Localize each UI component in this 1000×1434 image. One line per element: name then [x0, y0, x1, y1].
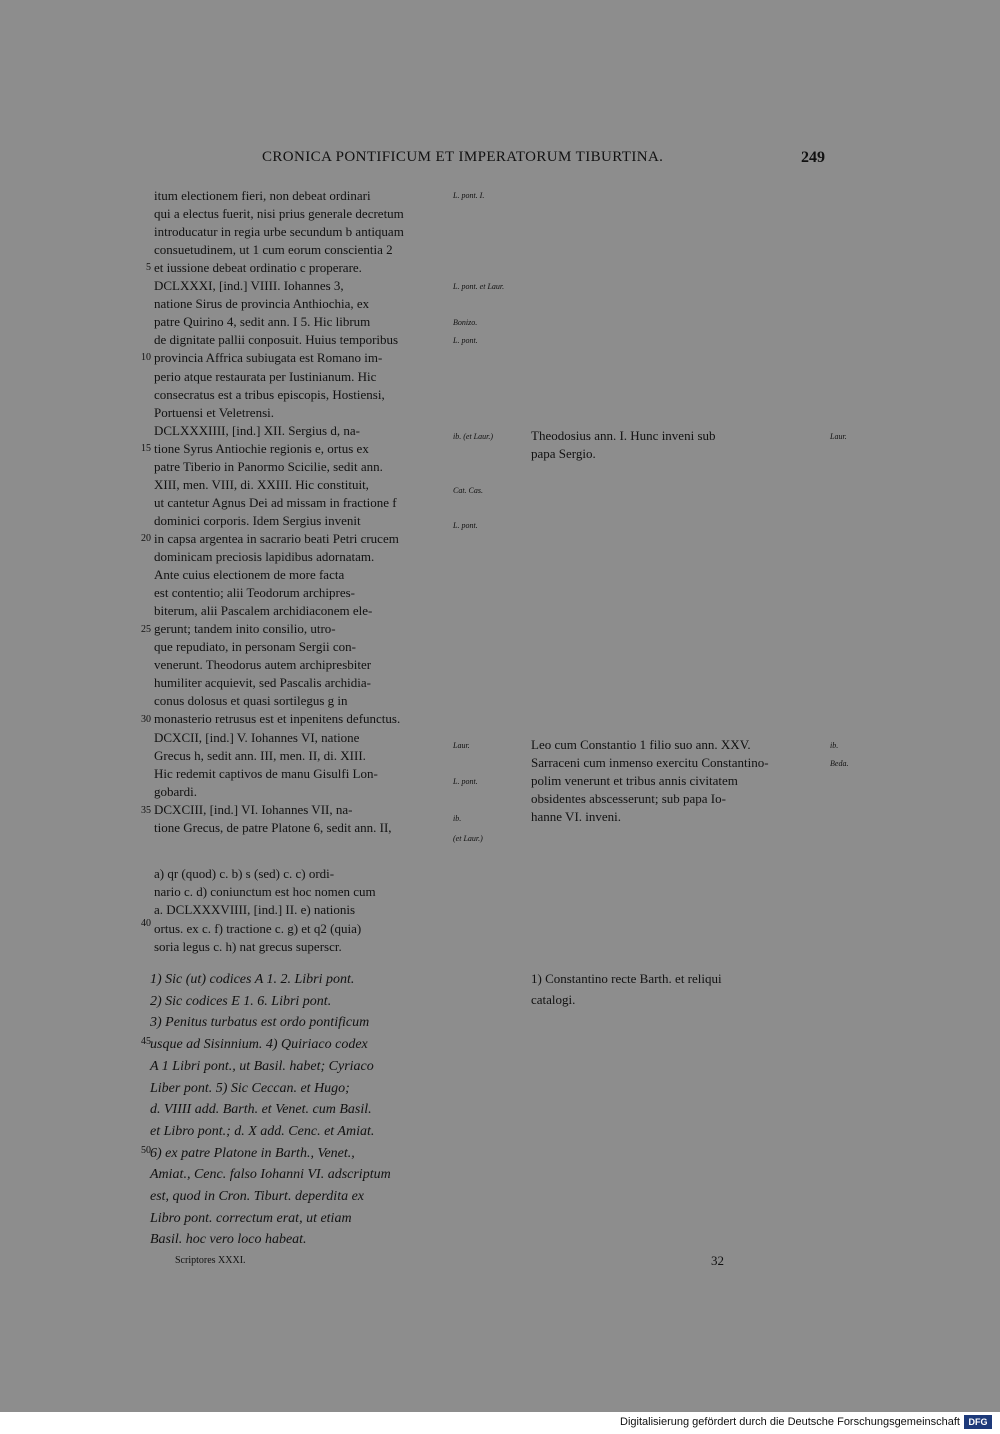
footnote-line: 3) Penitus turbatus est ordo pontificum [150, 1015, 370, 1031]
text-line: qui a electus fuerit, nisi prius generale decretum [154, 206, 404, 222]
text-line: Portuensi et Veletrensi. [154, 404, 274, 420]
line-number: 25 [141, 624, 151, 635]
margin-note: L. pont. [453, 777, 478, 786]
text-line: natione Sirus de provincia Anthiochia, ex [154, 296, 370, 312]
text-line: venerunt. Theodorus autem archipresbiter [154, 657, 372, 673]
text-line: patre Tiberio in Panormo Scicilie, sedit ann. [154, 458, 383, 474]
text-line: tione Grecus, de patre Platone 6, sedit ann. II, [154, 819, 392, 835]
text-line: DCLXXXI, [ind.] VIIII. Iohannes 3, [154, 278, 344, 294]
margin-note: ib. [453, 814, 462, 823]
text-line: introducatur in regia urbe secundum b antiquam [154, 224, 404, 240]
line-number: 10 [141, 352, 151, 363]
text-line: ut cantetur Agnus Dei ad missam in fractione f [154, 494, 397, 510]
dfg-credit: Digitalisierung gefördert durch die Deutsche Forschungsgemeinschaft [620, 1416, 960, 1428]
text-line: perio atque restaurata per Iustinianum. Hic [154, 368, 377, 384]
margin-note: L. pont. I. [453, 191, 485, 200]
margin-note: L. pont. et Laur. [453, 282, 505, 291]
footnote-line: Libro pont. correctum erat, ut etiam [150, 1210, 352, 1226]
text-line: gerunt; tandem inito consilio, utro- [154, 621, 336, 637]
right-footnote-line: catalogi. [531, 992, 576, 1007]
text-line: de dignitate pallii conposuit. Huius temporibus [154, 332, 399, 348]
text-line: tione Syrus Antiochie regionis e, ortus ex [154, 440, 369, 456]
margin-note: (et Laur.) [453, 834, 483, 843]
text-line: XIII, men. VIII, di. XXIII. Hic constituit, [154, 476, 369, 492]
right-text-line: hanne VI. inveni. [531, 809, 622, 824]
right-text-line: papa Sergio. [531, 446, 596, 461]
line-number: 50 [141, 1145, 151, 1156]
footnote-line: usque ad Sisinnium. 4) Quiriaco codex [150, 1037, 368, 1053]
right-text-line: obsidentes abscesserunt; sub papa Io- [531, 791, 726, 806]
text-line: est contentio; alii Teodorum archipres- [154, 585, 356, 601]
variant-line: nario c. d) coniunctum est hoc nomen cum [154, 884, 376, 900]
line-number: 15 [141, 443, 151, 454]
variant-line: ortus. ex c. f) tractione c. g) et q2 (quia) [154, 920, 362, 936]
text-line: monasterio retrusus est et inpenitens defunctus. [154, 711, 401, 727]
right-footnote-line: 1) Constantino recte Barth. et reliqui [531, 971, 722, 986]
text-line: DCLXXXIIII, [ind.] XII. Sergius d, na- [154, 422, 360, 438]
margin-note: ib. (et Laur.) [453, 432, 493, 441]
page-number: 249 [801, 149, 825, 166]
text-line: Grecus h, sedit ann. III, men. II, di. XIII. [154, 747, 366, 763]
line-number: 20 [141, 533, 151, 544]
footnote-line: A 1 Libri pont., ut Basil. habet; Cyriaco [150, 1058, 374, 1074]
footnote-line: d. VIIII add. Barth. et Venet. cum Basil. [150, 1102, 372, 1118]
variant-line: a) qr (quod) c. b) s (sed) c. c) ordi- [154, 866, 335, 881]
text-line: Hic redemit captivos de manu Gisulfi Lon- [154, 765, 378, 781]
variant-line: soria legus c. h) nat grecus superscr. [154, 938, 342, 954]
footnote-line: 6) ex patre Platone in Barth., Venet., [150, 1145, 355, 1161]
text-line: dominicam preciosis lapidibus adornatam. [154, 549, 375, 564]
text-line: que repudiato, in personam Sergii con- [154, 639, 356, 655]
line-number: 45 [141, 1036, 151, 1047]
footnote-line: Liber pont. 5) Sic Ceccan. et Hugo; [150, 1080, 350, 1096]
text-line: DCXCII, [ind.] V. Iohannes VI, natione [154, 729, 360, 745]
footnote-line: 1) Sic (ut) codices A 1. 2. Libri pont. [150, 972, 355, 987]
margin-note: L. pont. [453, 521, 478, 530]
variant-line: a. DCLXXXVIIII, [ind.] II. e) nationis [154, 902, 356, 918]
text-line: in capsa argentea in sacrario beati Petri crucem [154, 530, 399, 546]
line-number: 35 [141, 805, 151, 816]
line-number: 30 [141, 714, 151, 725]
text-line: dominici corporis. Idem Sergius invenit [154, 512, 361, 528]
text-line: consecratus est a tribus episcopis, Hostiensi, [154, 386, 385, 402]
text-line: humiliter acquievit, sed Pascalis archidia- [154, 675, 371, 691]
right-text-line: Leo cum Constantio 1 filio suo ann. XXV. [531, 737, 751, 752]
right-margin-note: Laur. [830, 432, 847, 441]
text-line: provincia Affrica subiugata est Romano im- [154, 350, 383, 366]
signature-mark: Scriptores XXXI. [175, 1255, 246, 1266]
footnote-line: Amiat., Cenc. falso Iohanni VI. adscriptum [150, 1167, 391, 1183]
footnote-line: est, quod in Cron. Tiburt. deperdita ex [150, 1189, 365, 1204]
text-line: et iussione debeat ordinatio c properare. [154, 260, 362, 276]
running-title: CRONICA PONTIFICUM ET IMPERATORUM TIBURTINA. [262, 149, 664, 165]
text-line: patre Quirino 4, sedit ann. I 5. Hic librum [154, 314, 371, 330]
footnote-line: 2) Sic codices E 1. 6. Libri pont. [150, 993, 332, 1009]
sheet-number: 32 [711, 1253, 724, 1268]
margin-note: Cat. Cas. [453, 486, 484, 495]
margin-note: L. pont. [453, 336, 478, 345]
text-line: biterum, alii Pascalem archidiaconem ele- [154, 603, 373, 619]
text-line: consuetudinem, ut 1 cum eorum conscientia 2 [154, 242, 393, 258]
right-margin-note: ib. [830, 741, 839, 750]
right-text-line: polim venerunt et tribus annis civitatem [531, 773, 738, 788]
line-number: 5 [146, 262, 151, 273]
dfg-logo-icon: DFG [964, 1415, 992, 1429]
line-number: 40 [141, 918, 151, 929]
text-line: gobardi. [154, 783, 197, 799]
text-line: itum electionem fieri, non debeat ordinari [154, 188, 371, 203]
margin-note: Laur. [453, 741, 470, 750]
footnote-line: et Libro pont.; d. X add. Cenc. et Amiat. [150, 1123, 375, 1139]
text-line: conus dolosus et quasi sortilegus g in [154, 693, 348, 709]
footnote-line: Basil. hoc vero loco habeat. [150, 1232, 307, 1248]
right-text-line: Theodosius ann. I. Hunc inveni sub [531, 428, 716, 443]
text-line: DCXCIII, [ind.] VI. Iohannes VII, na- [154, 801, 353, 817]
text-line: Ante cuius electionem de more facta [154, 567, 345, 583]
margin-note: Bonizo. [453, 318, 478, 327]
right-text-line: Sarraceni cum inmenso exercitu Constantino- [531, 755, 769, 770]
right-margin-note: Beda. [830, 759, 849, 768]
